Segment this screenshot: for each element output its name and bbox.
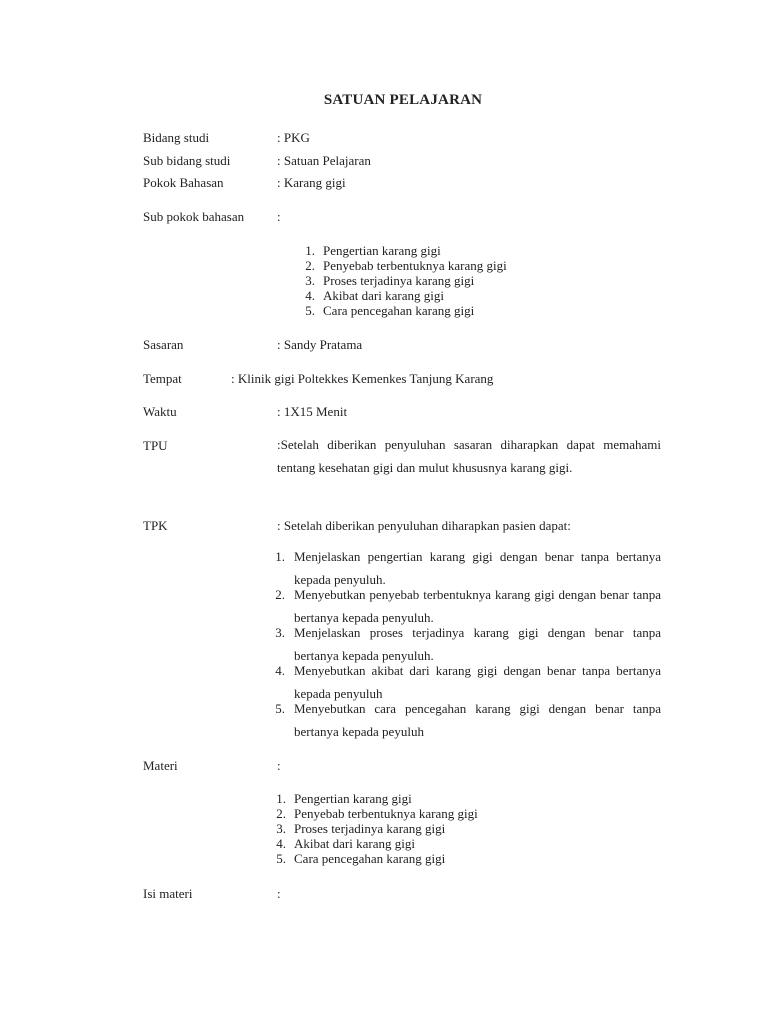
list-number: 2. — [275, 587, 285, 602]
list-text: Cara pencegahan karang gigi — [294, 851, 446, 866]
waktu-value: : 1X15 Menit — [277, 404, 348, 419]
list-item — [268, 621, 661, 663]
list-text: Pengertian karang gigi — [323, 243, 441, 258]
list-number: 5. — [275, 701, 285, 716]
sasaran-value: : Sandy Pratama — [277, 337, 363, 352]
list-number: 1. — [276, 791, 286, 806]
list-text: Penyebab terbentuknya karang gigi — [294, 806, 478, 821]
bidang-studi-label: Bidang studi — [143, 130, 210, 145]
list-number: 2. — [305, 258, 315, 273]
sub-bidang-studi-value: : Satuan Pelajaran — [277, 153, 371, 168]
list-text: Cara pencegahan karang gigi — [323, 303, 475, 318]
tpk-list — [268, 545, 661, 739]
list-text: Penyebab terbentuknya karang gigi — [323, 258, 507, 273]
waktu-label: Waktu — [143, 404, 177, 419]
tempat-value: : Klinik gigi Poltekkes Kemenkes Tanjung Karang — [231, 371, 494, 386]
list-number: 2. — [276, 806, 286, 821]
list-number: 4. — [276, 836, 286, 851]
pokok-bahasan-value: : Karang gigi — [277, 175, 346, 190]
list-number: 3. — [275, 625, 285, 640]
list-text: Pengertian karang gigi — [294, 791, 412, 806]
tempat-label: Tempat — [143, 371, 182, 386]
sub-pokok-bahasan-label: Sub pokok bahasan — [143, 209, 245, 224]
list-text: Proses terjadinya karang gigi — [294, 821, 446, 836]
pokok-bahasan-label: Pokok Bahasan — [143, 175, 224, 190]
materi-label: Materi — [143, 758, 178, 773]
list-text: Akibat dari karang gigi — [294, 836, 415, 851]
list-text: Menjelaskan proses terjadinya karang gigi dengan benar tanpa bertanya kepada penyuluh. — [294, 625, 661, 663]
list-text: Akibat dari karang gigi — [323, 288, 444, 303]
sub-bidang-studi-label: Sub bidang studi — [143, 153, 231, 168]
list-text: Menyebutkan akibat dari karang gigi dengan benar tanpa bertanya kepada penyuluh — [294, 663, 661, 701]
list-number: 3. — [305, 273, 315, 288]
list-number: 1. — [275, 549, 285, 564]
list-text: Menyebutkan penyebab terbentuknya karang gigi dengan benar tanpa bertanya kepada penyuluh. — [294, 587, 661, 625]
isi-materi-label: Isi materi — [143, 886, 193, 901]
isi-materi-value: : — [277, 886, 281, 901]
list-text: Proses terjadinya karang gigi — [323, 273, 475, 288]
bidang-studi-value: : PKG — [277, 130, 310, 145]
tpu-value: :Setelah diberikan penyuluhan sasaran diharapkan dapat memahami tentang kesehatan gigi dan mulut khususnya karang gigi. — [277, 437, 661, 475]
list-number: 3. — [276, 821, 286, 836]
sub-pokok-bahasan-value: : — [277, 209, 281, 224]
list-number: 4. — [275, 663, 285, 678]
list-item — [268, 697, 661, 739]
list-text: Menyebutkan cara pencegahan karang gigi dengan benar tanpa bertanya kepada peyuluh — [294, 701, 661, 739]
list-item — [268, 545, 661, 587]
list-number: 4. — [305, 288, 315, 303]
list-number: 5. — [305, 303, 315, 318]
list-number: 5. — [276, 851, 286, 866]
materi-value: : — [277, 758, 281, 773]
document-title: SATUAN PELAJARAN — [323, 92, 483, 108]
tpk-label: TPK — [143, 518, 168, 533]
list-number: 1. — [305, 243, 315, 258]
list-text: Menjelaskan pengertian karang gigi dengan benar tanpa bertanya kepada penyuluh. — [294, 549, 661, 587]
tpu-label: TPU — [143, 438, 168, 453]
list-item — [268, 659, 661, 701]
tpk-value: : Setelah diberikan penyuluhan diharapkan pasien dapat: — [277, 518, 571, 533]
list-item — [268, 583, 661, 625]
sasaran-label: Sasaran — [143, 337, 184, 352]
